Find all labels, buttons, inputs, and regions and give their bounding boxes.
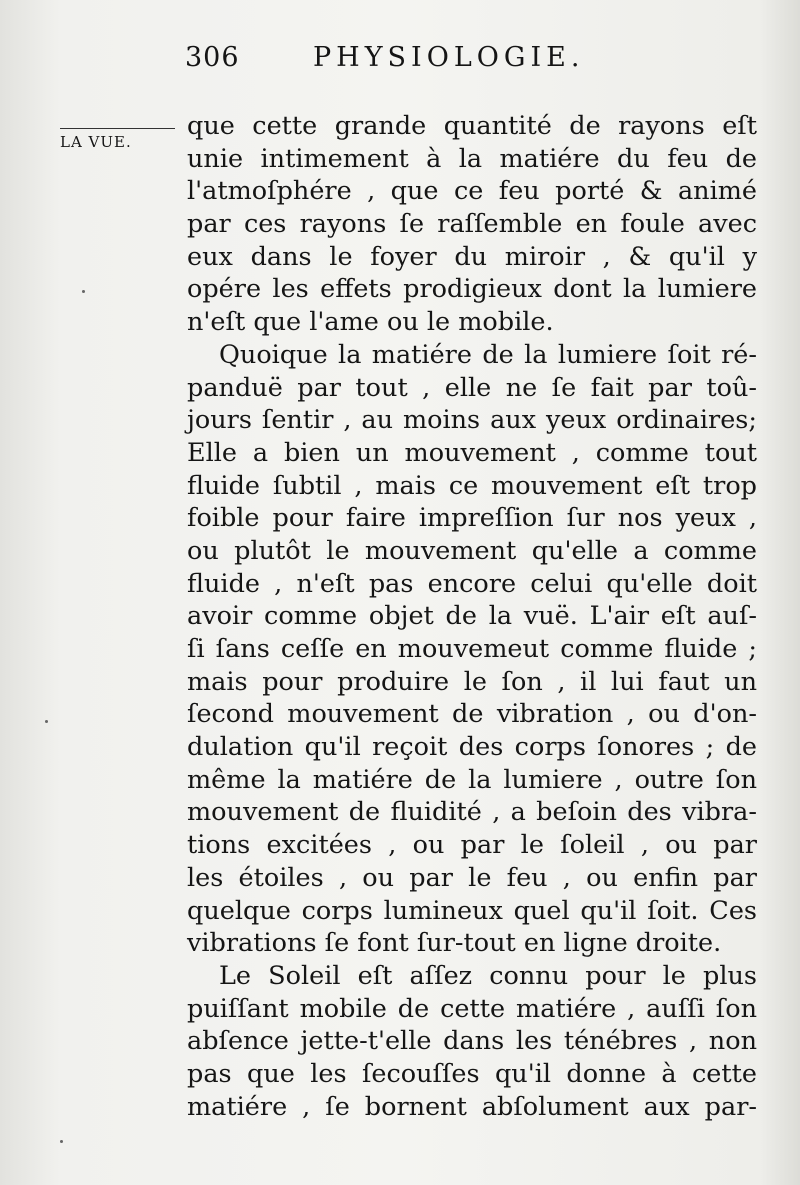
margin-note: LA VUE. xyxy=(60,128,175,151)
text-line: mais pour produire le ſon , il lui faut un xyxy=(187,666,757,697)
text-line: Elle a bien un mouvement , comme tout xyxy=(187,437,757,468)
page-number: 306 xyxy=(185,42,240,73)
text-line: quelque corps lumineux quel qu'il ſoit. Ces xyxy=(187,895,757,926)
text-line: unie intimement à la matiére du feu de xyxy=(187,143,757,174)
text-line: mouvement de fluidité , a beſoin des vibra- xyxy=(187,797,757,828)
text-line: Quoique la matiére de la lumiere ſoit ré- xyxy=(219,339,757,370)
text-line: abſence jette-t'elle dans les ténébres , non xyxy=(187,1026,757,1057)
text-line: que cette grande quantité de rayons eſt xyxy=(187,111,757,141)
paragraph-2 xyxy=(187,339,757,960)
paper-speck xyxy=(82,290,85,293)
text-line: opére les effets prodigieux dont la lumiere xyxy=(187,274,757,305)
text-line: fluide , n'eſt pas encore celui qu'elle doit xyxy=(187,568,757,599)
text-line: l'atmoſphére , que ce feu porté & animé xyxy=(187,176,757,207)
text-line: puiſſant mobile de cette matiére , auſſi ſon xyxy=(187,993,757,1024)
paper-speck xyxy=(45,720,48,723)
paragraph-1 xyxy=(187,110,757,339)
text-line: jours ſentir , au moins aux yeux ordinaires; xyxy=(187,405,757,436)
text-line: ſecond mouvement de vibration , ou d'on- xyxy=(187,699,757,730)
text-line: vibrations ſe font ſur-tout en ligne droite. xyxy=(187,928,722,959)
text-line: ou plutôt le mouvement qu'elle a comme xyxy=(187,535,757,566)
text-line: avoir comme objet de la vuë. L'air eſt auſ- xyxy=(187,601,757,632)
text-line: ſi ſans ceſſe en mouvemeut comme fluide ; xyxy=(187,634,757,664)
text-line: n'eſt que l'ame ou le mobile. xyxy=(187,307,554,338)
text-line: même la matiére de la lumiere , outre ſon xyxy=(187,764,757,795)
text-line: eux dans le foyer du miroir , & qu'il y xyxy=(187,241,757,272)
text-line: matiére , ſe bornent abſolument aux par- xyxy=(187,1091,757,1122)
text-line: foible pour faire impreſſion ſur nos yeux , xyxy=(187,503,757,534)
text-line: par ces rayons ſe raſſemble en foule avec xyxy=(187,209,757,240)
text-line: fluide ſubtil , mais ce mouvement eſt trop xyxy=(187,470,757,501)
text-line: dulation qu'il reçoit des corps ſonores ; de xyxy=(187,732,757,763)
body-text xyxy=(187,110,757,1123)
paragraph-3 xyxy=(187,960,757,1123)
text-line: pas que les ſecouſſes qu'il donne à cette xyxy=(187,1058,757,1089)
running-title: PHYSIOLOGIE. xyxy=(313,42,585,73)
paper-speck xyxy=(60,1140,63,1143)
text-line: les étoiles , ou par le feu , ou enfin par xyxy=(187,862,757,893)
text-line: panduë par tout , elle ne ſe fait par toû- xyxy=(187,372,757,403)
text-line: Le Soleil eſt aſſez connu pour le plus xyxy=(219,960,757,991)
page-header xyxy=(185,40,645,80)
text-line: tions excitées , ou par le ſoleil , ou par xyxy=(187,830,757,861)
